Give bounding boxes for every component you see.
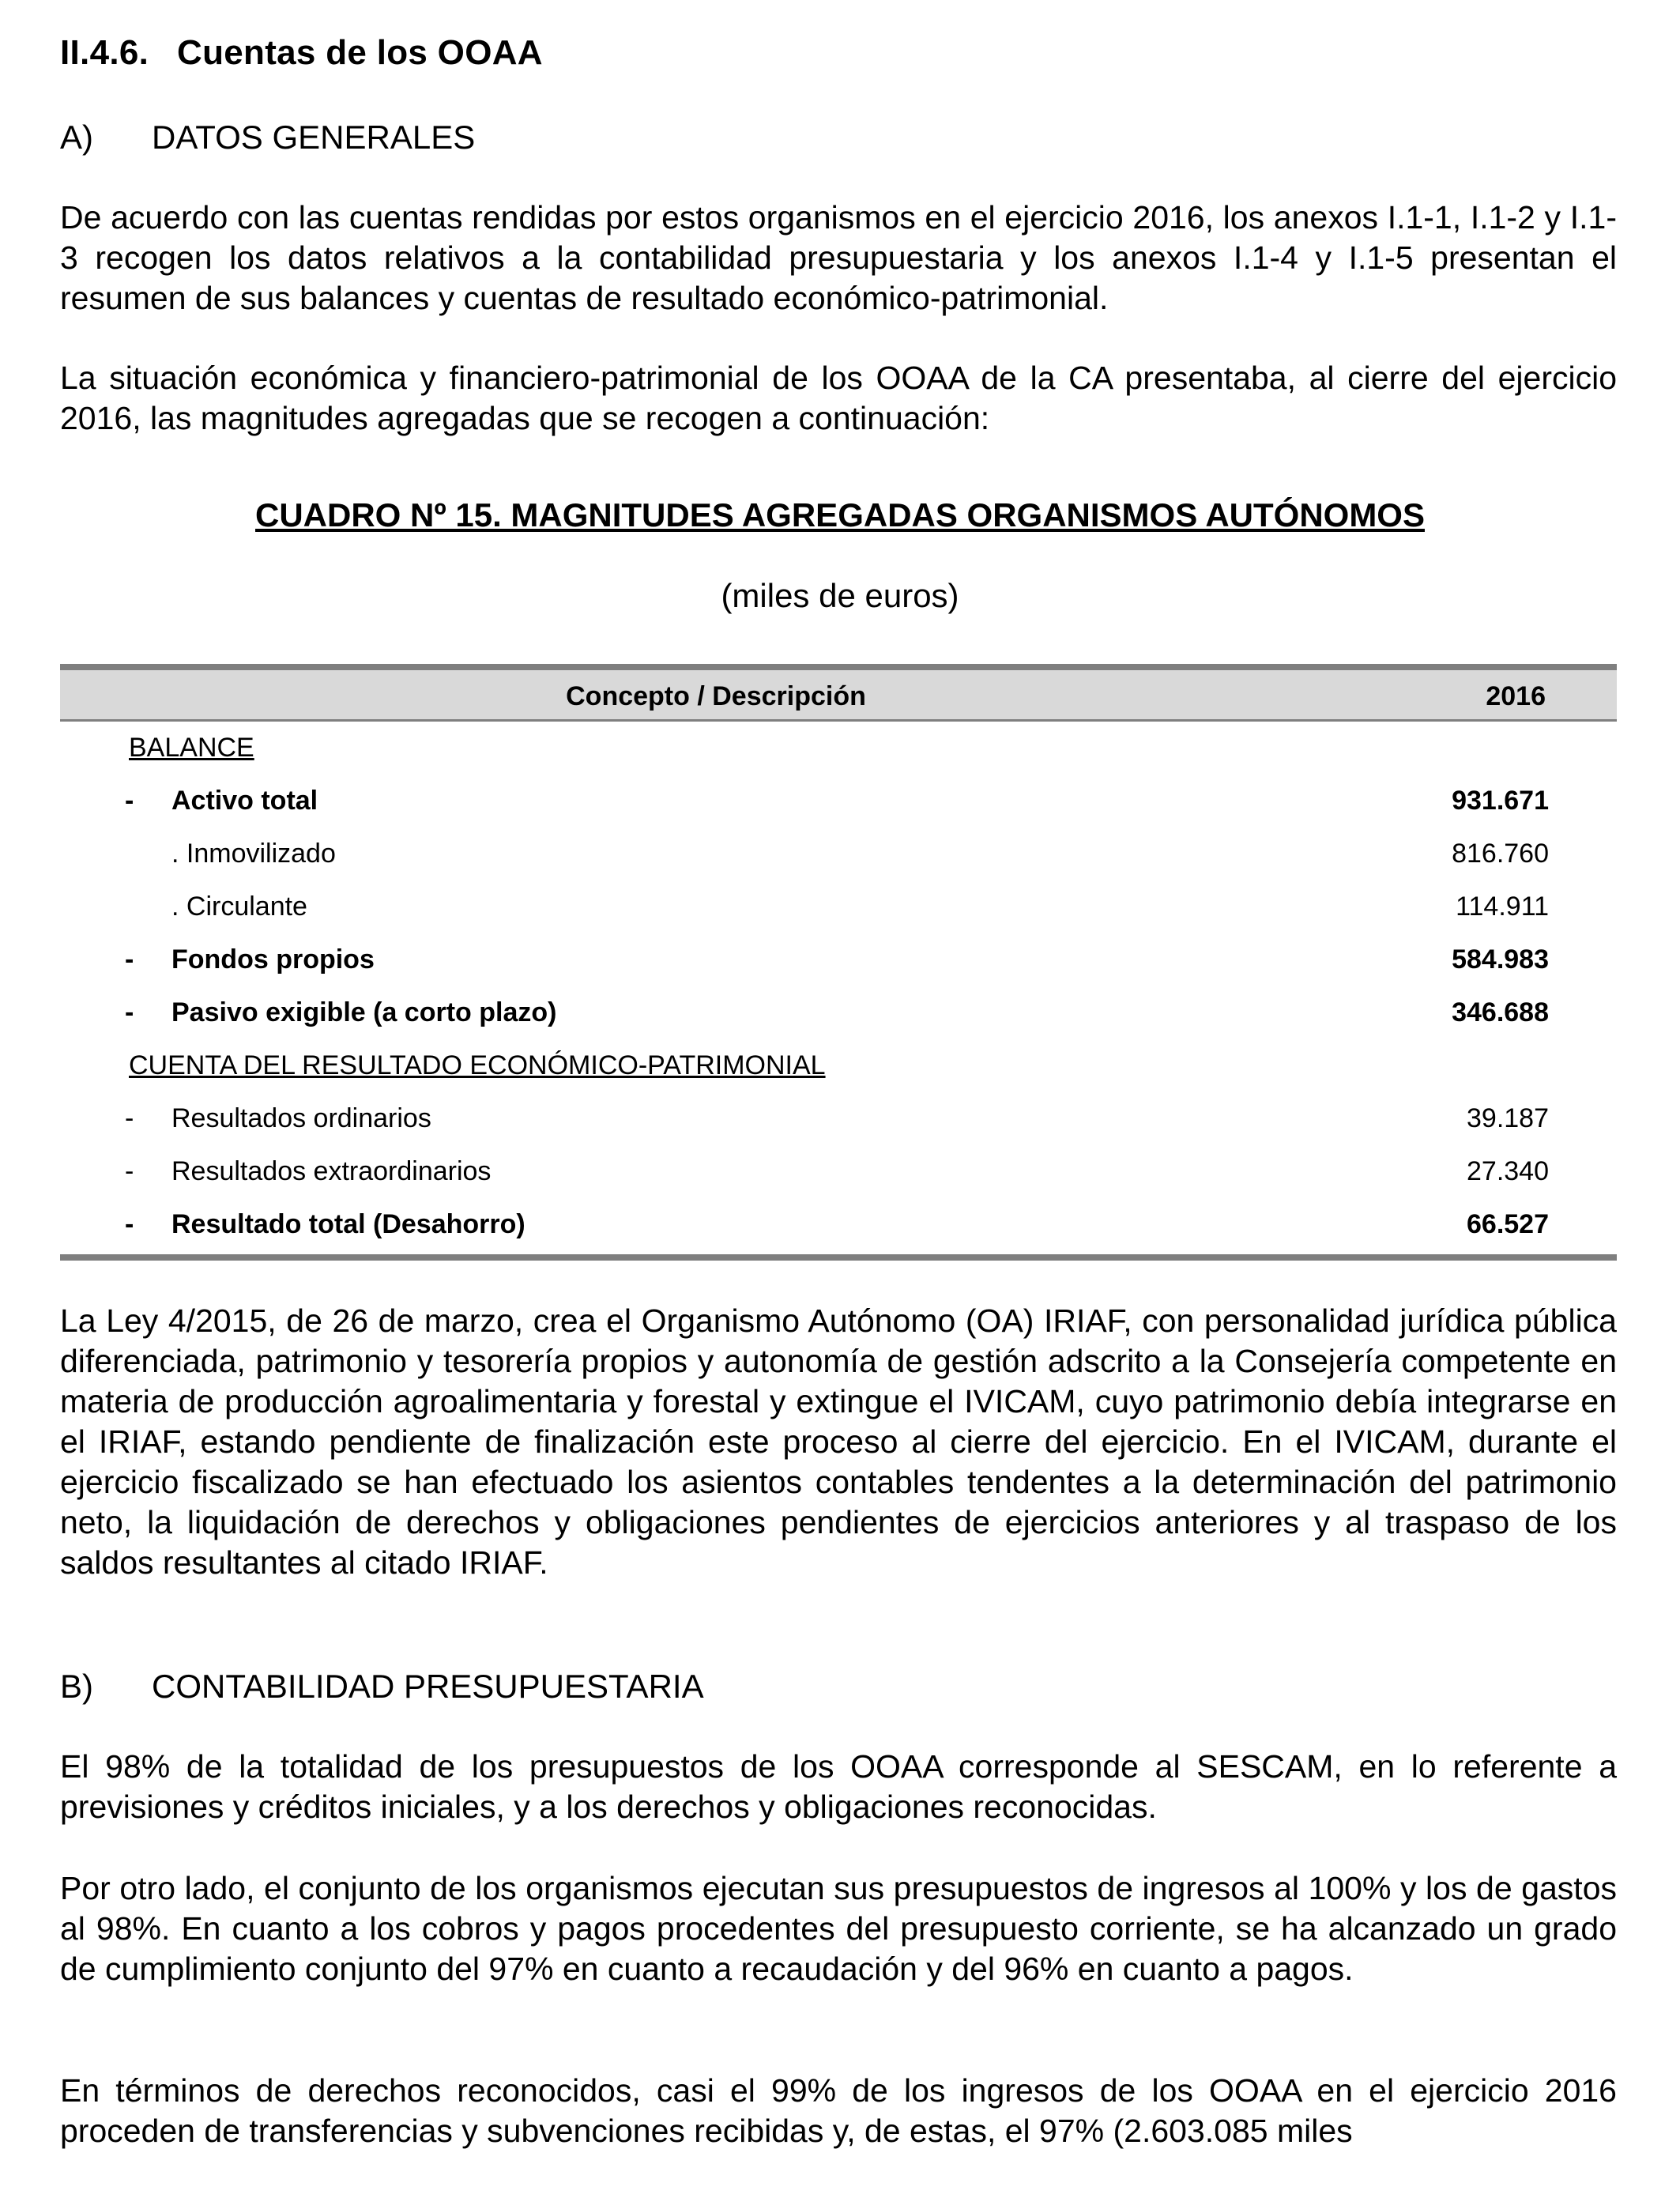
subsection-a-title: DATOS GENERALES	[152, 119, 476, 156]
paragraph-ley-iriaf: La Ley 4/2015, de 26 de marzo, crea el Organismo Autónomo (OA) IRIAF, con personalidad jurídica pública diferenciada, patrimonio y tesorería propios y autonomía de gestión adscrito a la Consejería competente en materia de producción agroalimentaria y forestal y extingue el IVICAM, cuyo patrimonio debía integrarse en el IRIAF, estando pendiente de finalización este proceso al cierre del ejercicio. En el IVICAM, durante el ejercicio fiscalizado se han efectuado los asientos contables tendentes a la determinación del patrimonio neto, la liquidación de derechos y obligaciones pendientes de ejercicios anteriores y al traspaso de los saldos resultantes al citado IRIAF.	[60, 1302, 1617, 1581]
row-label: Resultados extraordinarios	[171, 1156, 492, 1186]
table-units: (miles de euros)	[721, 577, 959, 614]
row-section-label: BALANCE	[129, 733, 254, 763]
row-label: Resultado total (Desahorro)	[171, 1209, 525, 1239]
table-row	[60, 1039, 1617, 1092]
row-dash: -	[125, 1156, 134, 1186]
table-row	[60, 986, 1617, 1039]
paragraph-ejecucion: Por otro lado, el conjunto de los organismos ejecutan sus presupuestos de ingresos al 100% y los de gastos al 98%. En cuanto a los cobros y pagos procedentes del presupuesto corriente, se ha alcanzado un grado de cumplimiento conjunto del 97% en cuanto a recaudación y del 96% en cuanto a pagos.	[60, 1870, 1617, 1987]
paragraph-situacion-economica: La situación económica y financiero-patrimonial de los OOAA de la CA presentaba, al cierre del ejercicio 2016, las magnitudes agregadas que se recogen a continuación:	[60, 360, 1617, 436]
row-value: 27.340	[1467, 1156, 1549, 1186]
heading-number: II.4.6.	[60, 33, 149, 72]
table-row	[60, 933, 1617, 986]
row-label: Resultados ordinarios	[171, 1103, 431, 1133]
table-top-rule	[60, 664, 1617, 670]
row-label: Fondos propios	[171, 944, 375, 974]
paragraph-derechos: En términos de derechos reconocidos, casi el 99% de los ingresos de los OOAA en el ejercicio 2016 proceden de transferencias y subvenciones recibidas y, de estas, el 97% (2.603.085 miles	[60, 2072, 1617, 2149]
subsection-a-heading	[60, 119, 475, 156]
row-dash: -	[125, 997, 134, 1027]
subsection-a-letter: A)	[60, 119, 93, 156]
row-value: 66.527	[1467, 1209, 1549, 1239]
row-dash: -	[125, 1103, 134, 1133]
paragraph-sescam: El 98% de la totalidad de los presupuestos de los OOAA corresponde al SESCAM, en lo referente a previsiones y créditos iniciales, y a los derechos y obligaciones reconocidas.	[60, 1748, 1617, 1825]
table-row	[60, 1198, 1617, 1251]
magnitudes-table	[60, 664, 1617, 1261]
table-row	[60, 880, 1617, 933]
subsection-b-title: CONTABILIDAD PRESUPUESTARIA	[152, 1668, 704, 1705]
table-row	[60, 722, 1617, 775]
section-heading	[60, 33, 543, 73]
row-label: Pasivo exigible (a corto plazo)	[171, 997, 557, 1027]
row-section-label: CUENTA DEL RESULTADO ECONÓMICO-PATRIMONIAL	[129, 1050, 826, 1080]
table-row	[60, 1092, 1617, 1145]
subsection-b-heading	[60, 1668, 704, 1706]
table-row	[60, 827, 1617, 880]
table-row	[60, 1145, 1617, 1198]
row-label: . Circulante	[171, 892, 307, 922]
header-year: 2016	[1486, 681, 1546, 711]
table-header	[60, 670, 1617, 722]
subsection-b-letter: B)	[60, 1668, 93, 1705]
row-dash: -	[125, 1209, 134, 1239]
heading-title: Cuentas de los OOAA	[177, 33, 543, 72]
header-concepto: Concepto / Descripción	[566, 681, 866, 711]
table-bottom-rule	[60, 1254, 1617, 1261]
row-value: 39.187	[1467, 1103, 1549, 1133]
row-value: 584.983	[1452, 944, 1549, 974]
row-value: 931.671	[1452, 786, 1549, 816]
row-value: 816.760	[1452, 839, 1549, 869]
row-dash: -	[125, 786, 134, 816]
row-value: 346.688	[1452, 997, 1549, 1027]
row-dash: -	[125, 944, 134, 974]
table-row	[60, 775, 1617, 827]
table-title: CUADRO Nº 15. MAGNITUDES AGREGADAS ORGANISMOS AUTÓNOMOS	[255, 496, 1425, 533]
row-label: . Inmovilizado	[171, 839, 336, 869]
row-value: 114.911	[1456, 892, 1549, 922]
paragraph-cuentas-rendidas: De acuerdo con las cuentas rendidas por estos organismos en el ejercicio 2016, los anexos I.1-1, I.1-2 y I.1-3 recogen los datos relativos a la contabilidad presupuestaria y los anexos I.1-4 y I.1-5 presentan el resumen de sus balances y cuentas de resultado económico-patrimonial.	[60, 199, 1617, 316]
row-label: Activo total	[171, 786, 318, 816]
